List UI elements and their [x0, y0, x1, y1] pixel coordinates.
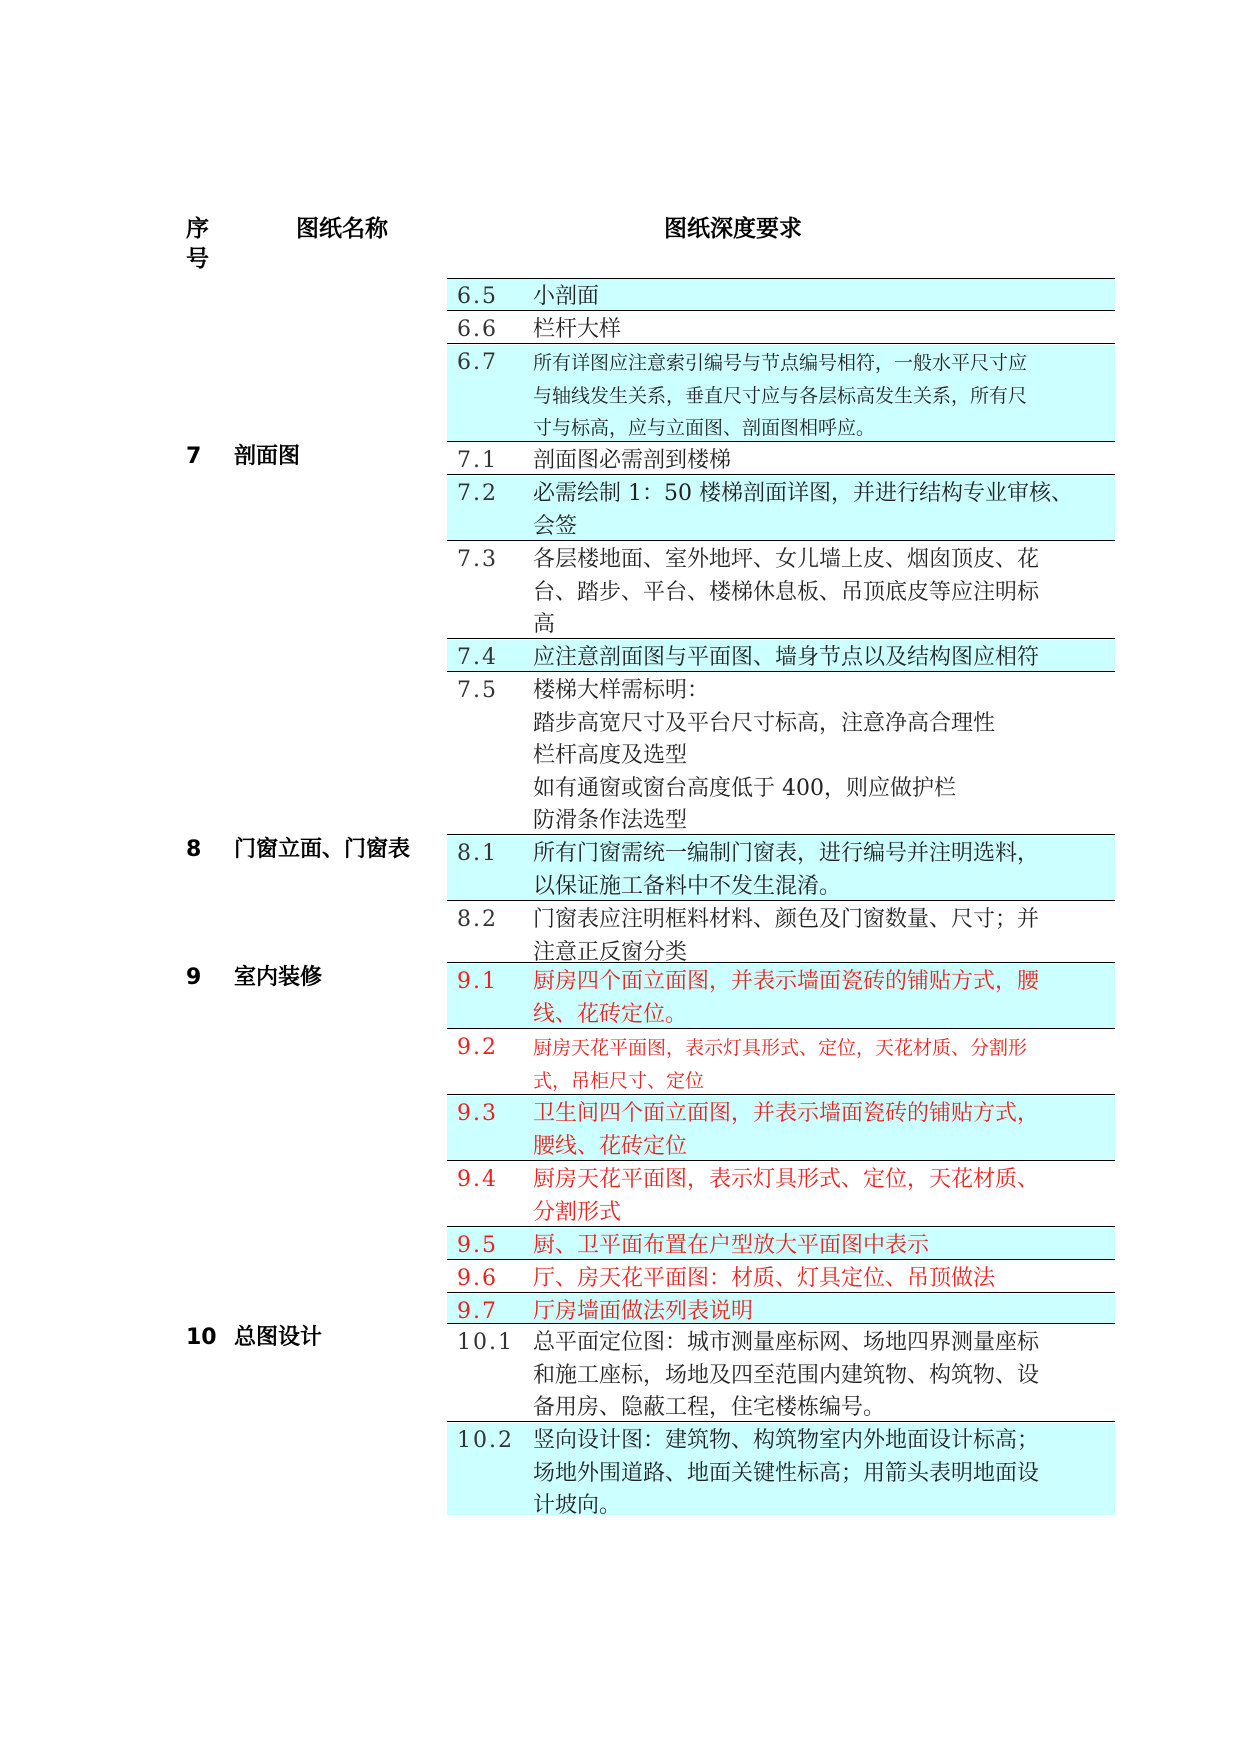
text-line: 高	[533, 612, 556, 637]
text-line: 应注意剖面图与平面图、墙身节点以及结构图应相符	[533, 645, 1040, 670]
item-code: 10.1	[457, 1330, 514, 1355]
item-text	[533, 642, 1111, 675]
table-row	[447, 1096, 1115, 1161]
item-text	[533, 1327, 1111, 1425]
text-line: 厨房天花平面图，表示灯具形式、定位，天花材质、分割形	[533, 1037, 1028, 1059]
text-line: 各层楼地面、室外地坪、女儿墙上皮、烟囱顶皮、花	[533, 547, 1040, 572]
text-line: 必需绘制 1：50 楼梯剖面详图，并进行结构专业审核、	[533, 481, 1073, 506]
text-line: 式，吊柜尺寸、定位	[533, 1069, 705, 1092]
text-line: 所有门窗需统一编制门窗表，进行编号并注明选料，	[533, 841, 1040, 866]
text-line: 踏步高宽尺寸及平台尺寸标高，注意净高合理性	[533, 710, 996, 736]
text-line: 厨房四个面立面图，并表示墙面瓷砖的铺贴方式，腰	[533, 969, 1040, 994]
table-row	[447, 1162, 1115, 1227]
item-code: 7.4	[457, 645, 498, 670]
header-requirement: 图纸深度要求	[664, 216, 802, 242]
section-number: 9	[186, 965, 202, 990]
item-text	[533, 544, 1111, 642]
section-7	[186, 442, 300, 472]
text-line: 注意正反窗分类	[533, 939, 688, 965]
section-number: 7	[186, 444, 202, 469]
table-row	[447, 902, 1115, 963]
item-code: 7.2	[457, 481, 498, 506]
text-line: 厅房墙面做法列表说明	[533, 1299, 754, 1324]
table-row	[447, 1228, 1115, 1260]
item-text	[533, 675, 1111, 838]
text-line: 会签	[533, 513, 578, 539]
text-line: 分割形式	[533, 1199, 622, 1225]
section-name: 剖面图	[234, 444, 301, 469]
item-text	[533, 966, 1111, 1031]
text-line: 计坡向。	[533, 1493, 622, 1518]
table-row	[447, 312, 1115, 344]
table-row	[447, 1325, 1115, 1422]
item-code: 9.6	[457, 1266, 498, 1291]
table-row	[447, 836, 1115, 901]
table-row	[447, 1423, 1115, 1518]
table-row	[447, 279, 1115, 311]
text-line: 台、踏步、平台、楼梯休息板、吊顶底皮等应注明标	[533, 579, 1040, 605]
item-code: 6.5	[457, 284, 498, 309]
item-text	[533, 1230, 1111, 1263]
table-row	[447, 542, 1115, 639]
item-code: 8.1	[457, 841, 498, 866]
item-text	[533, 445, 1111, 478]
text-line: 场地外围道路、地面关键性标高；用箭头表明地面设	[533, 1460, 1040, 1486]
item-code: 8.2	[457, 907, 498, 932]
item-text	[533, 478, 1111, 543]
text-line: 线、花砖定位。	[533, 1001, 688, 1027]
item-code: 9.3	[457, 1101, 498, 1126]
item-code: 9.2	[457, 1035, 498, 1060]
text-line: 以保证施工备料中不发生混淆。	[533, 873, 842, 899]
item-code: 9.7	[457, 1299, 498, 1324]
section-number: 8	[186, 837, 202, 862]
item-text	[533, 1296, 1111, 1329]
text-line: 腰线、花砖定位	[533, 1133, 688, 1159]
header-seq: 序号	[186, 216, 209, 272]
text-line: 楼梯大样需标明：	[533, 678, 710, 703]
text-line: 栏杆大样	[533, 317, 622, 342]
item-text	[533, 1263, 1111, 1296]
table-row	[447, 964, 1115, 1029]
text-line: 厨、卫平面布置在户型放大平面图中表示	[533, 1233, 930, 1258]
section-name: 门窗立面、门窗表	[234, 837, 411, 862]
item-text	[533, 1164, 1111, 1229]
item-text	[533, 1032, 1111, 1097]
section-10	[186, 1323, 322, 1353]
table-row	[447, 673, 1115, 835]
text-line: 备用房、隐蔽工程，住宅楼栋编号。	[533, 1395, 886, 1420]
item-code: 10.2	[457, 1428, 514, 1453]
item-code: 7.3	[457, 547, 498, 572]
text-line: 门窗表应注明框料材料、颜色及门窗数量、尺寸；并	[533, 907, 1040, 932]
item-text	[533, 314, 1111, 347]
item-text	[533, 281, 1111, 314]
item-code: 9.4	[457, 1167, 498, 1192]
table-row	[447, 345, 1115, 442]
table-row	[447, 1030, 1115, 1095]
section-number: 10	[186, 1325, 217, 1350]
text-line: 和施工座标，场地及四至范围内建筑物、构筑物、设	[533, 1362, 1040, 1388]
item-text	[533, 1425, 1111, 1523]
text-line: 栏杆高度及选型	[533, 743, 688, 768]
item-code: 9.1	[457, 969, 498, 994]
table-row	[447, 476, 1115, 541]
section-name: 总图设计	[234, 1325, 323, 1350]
section-name: 室内装修	[234, 965, 323, 990]
table-row	[447, 443, 1115, 475]
text-line: 所有详图应注意索引编号与节点编号相符，一般水平尺寸应	[533, 352, 1028, 374]
text-line: 如有通窗或窗台高度低于 400，则应做护栏	[533, 775, 956, 801]
text-line: 厨房天花平面图，表示灯具形式、定位，天花材质、	[533, 1167, 1040, 1192]
text-line: 剖面图必需剖到楼梯	[533, 448, 732, 473]
table-row	[447, 1294, 1115, 1324]
table-row	[447, 1261, 1115, 1293]
section-8	[186, 835, 410, 865]
item-code: 6.7	[457, 350, 498, 375]
section-9	[186, 963, 322, 993]
text-line: 总平面定位图：城市测量座标网、场地四界测量座标	[533, 1330, 1040, 1355]
item-code: 9.5	[457, 1233, 498, 1258]
item-text	[533, 904, 1111, 969]
text-line: 小剖面	[533, 284, 600, 309]
text-line: 卫生间四个面立面图，并表示墙面瓷砖的铺贴方式，	[533, 1101, 1040, 1126]
header-name: 图纸名称	[296, 216, 388, 242]
item-code: 6.6	[457, 317, 498, 342]
item-text	[533, 838, 1111, 903]
text-line: 与轴线发生关系，垂直尺寸应与各层标高发生关系，所有尺	[533, 384, 1028, 407]
item-text	[533, 1098, 1111, 1163]
text-line: 厅、房天花平面图：材质、灯具定位、吊顶做法	[533, 1266, 996, 1291]
item-text	[533, 347, 1111, 445]
item-code: 7.5	[457, 678, 498, 703]
text-line: 竖向设计图：建筑物、构筑物室内外地面设计标高；	[533, 1428, 1040, 1453]
table-row	[447, 640, 1115, 672]
text-line: 防滑条作法选型	[533, 808, 688, 833]
text-line: 寸与标高，应与立面图、剖面图相呼应。	[533, 417, 876, 439]
item-code: 7.1	[457, 448, 498, 473]
